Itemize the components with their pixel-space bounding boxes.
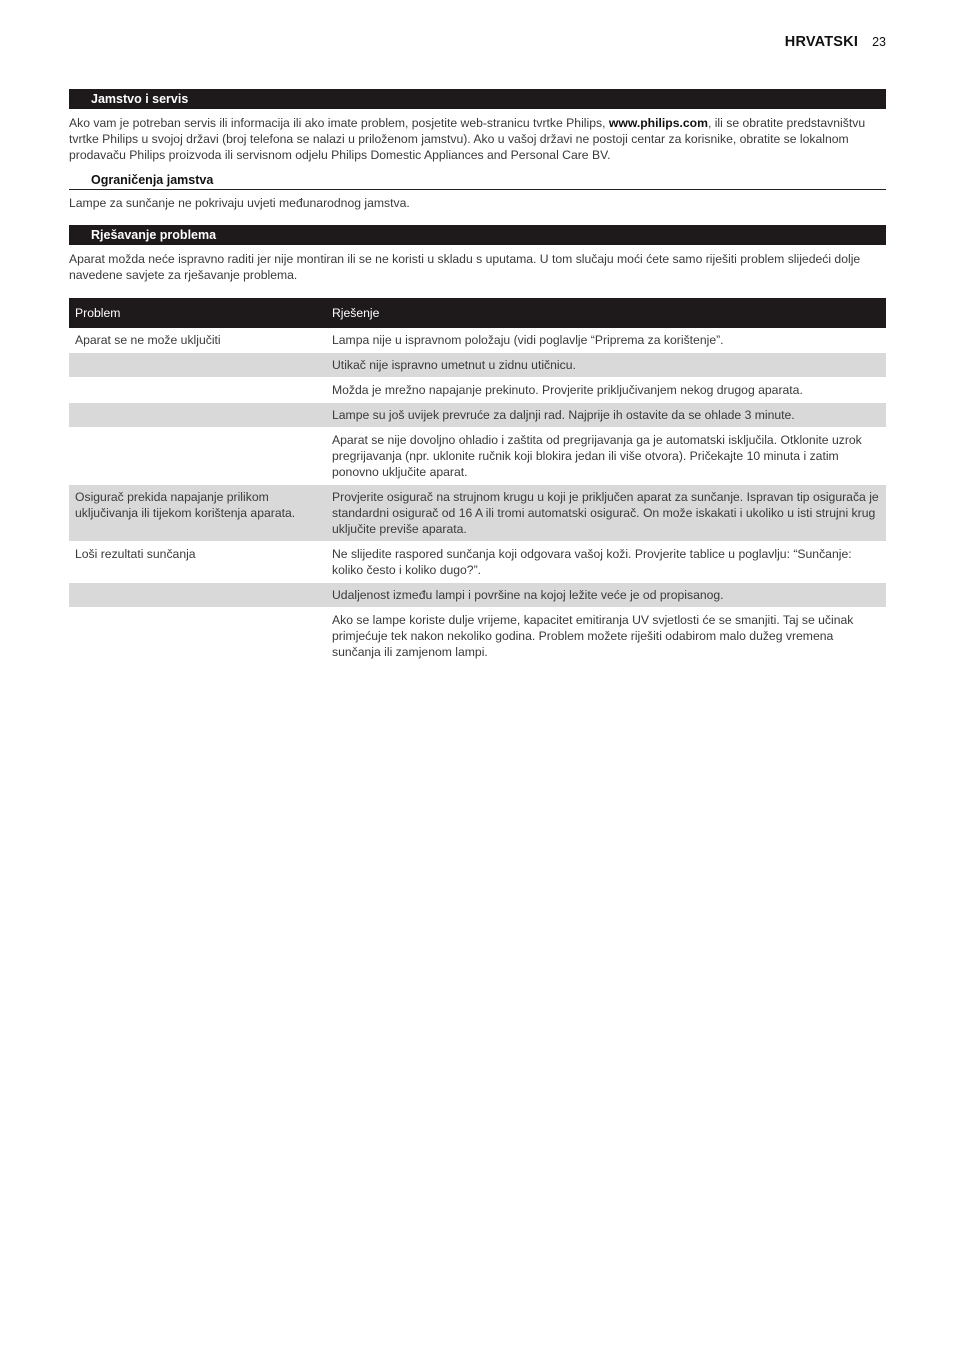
table-row	[69, 583, 886, 608]
solution-cell: Utikač nije ispravno umetnut u zidnu utičnicu.	[326, 353, 886, 378]
problem-cell: Osigurač prekida napajanje prilikom uključivanja ili tijekom korištenja aparata.	[69, 485, 326, 542]
problem-cell: Aparat se ne može uključiti	[69, 328, 326, 353]
troubleshooting-intro: Aparat možda neće ispravno raditi jer nije montiran ili se ne koristi u skladu s uputama. U tom slučaju moći ćete samo riješiti problem slijedeći dolje navedene savjete za rješavanje problema.	[69, 252, 861, 282]
table-row	[69, 428, 886, 485]
column-header-solution: Rješenje	[326, 298, 886, 328]
solution-cell: Udaljenost između lampi i površine na kojoj ležite veće je od propisanog.	[326, 583, 886, 608]
warranty-text-2: , ili se obratite predstavništvu tvrtke Philips u svojoj državi (broj telefona se nalazi u priloženom jamstvu). Ako u vašoj državi ne postoji centar za korisnike, obratite se lokalnom prodavaču Philips proizvoda ili servisnom odjelu Philips Domestic Appliances and Personal Care BV.	[69, 116, 866, 162]
table-row	[69, 485, 886, 542]
problem-cell	[69, 353, 326, 378]
limitations-paragraph: Lampe za sunčanje ne pokrivaju uvjeti međunarodnog jamstva.	[69, 196, 410, 210]
table-body	[69, 328, 886, 665]
problem-cell	[69, 583, 326, 608]
solution-cell: Lampe su još uvijek prevruće za daljnji rad. Najprije ih ostavite da se ohlade 3 minute.	[326, 403, 886, 428]
solution-cell: Provjerite osigurač na strujnom krugu u koji je priključen aparat za sunčanje. Ispravan tip osigurača je standardni osigurač od 16 A ili tromi automatski osigurač. On može iskakati i ukoliko u isti strujni krug uključite previše aparata.	[326, 485, 886, 542]
language-label: HRVATSKI	[784, 34, 859, 50]
warranty-paragraph	[69, 115, 886, 163]
problem-cell: Loši rezultati sunčanja	[69, 542, 326, 583]
page-number: 23	[872, 35, 886, 49]
solution-cell: Lampa nije u ispravnom položaju (vidi poglavlje “Priprema za korištenje”.	[326, 328, 886, 353]
table-row	[69, 353, 886, 378]
table-row	[69, 403, 886, 428]
warranty-text-1: Ako vam je potreban servis ili informacija ili ako imate problem, posjetite web-stranicu tvrtke Philips,	[69, 116, 609, 130]
troubleshooting-table	[69, 298, 886, 665]
solution-cell: Možda je mrežno napajanje prekinuto. Provjerite priključivanjem nekog drugog aparata.	[326, 378, 886, 403]
problem-cell	[69, 608, 326, 665]
troubleshooting-heading: Rješavanje problema	[69, 225, 886, 245]
table-row	[69, 608, 886, 665]
limitations-heading: Ograničenja jamstva	[69, 171, 886, 190]
page-header	[785, 34, 886, 50]
problem-cell	[69, 428, 326, 485]
table-row	[69, 328, 886, 353]
table-row	[69, 378, 886, 403]
philips-link[interactable]: www.philips.com	[608, 116, 708, 130]
solution-cell: Aparat se nije dovoljno ohladio i zaštita od pregrijavanja ga je automatski isključila. Otklonite uzrok pregrijavanja (npr. uklonite ručnik koji blokira jedan ili više otvora). Pričekajte 10 minuta i zatim ponovno uključite aparat.	[326, 428, 886, 485]
problem-cell	[69, 403, 326, 428]
solution-cell: Ako se lampe koriste dulje vrijeme, kapacitet emitiranja UV svjetlosti će se smanjiti. Taj se učinak primjećuje tek nakon nekoliko godina. Problem možete riješiti odabirom malo dužeg vremena sunčanja ili zamjenom lampi.	[326, 608, 886, 665]
warranty-heading: Jamstvo i servis	[69, 89, 886, 109]
table-row	[69, 542, 886, 583]
problem-cell	[69, 378, 326, 403]
solution-cell: Ne slijedite raspored sunčanja koji odgovara vašoj koži. Provjerite tablice u poglavlju: “Sunčanje: koliko često i koliko dugo?”.	[326, 542, 886, 583]
table-header-row	[69, 298, 886, 328]
column-header-problem: Problem	[69, 298, 326, 328]
